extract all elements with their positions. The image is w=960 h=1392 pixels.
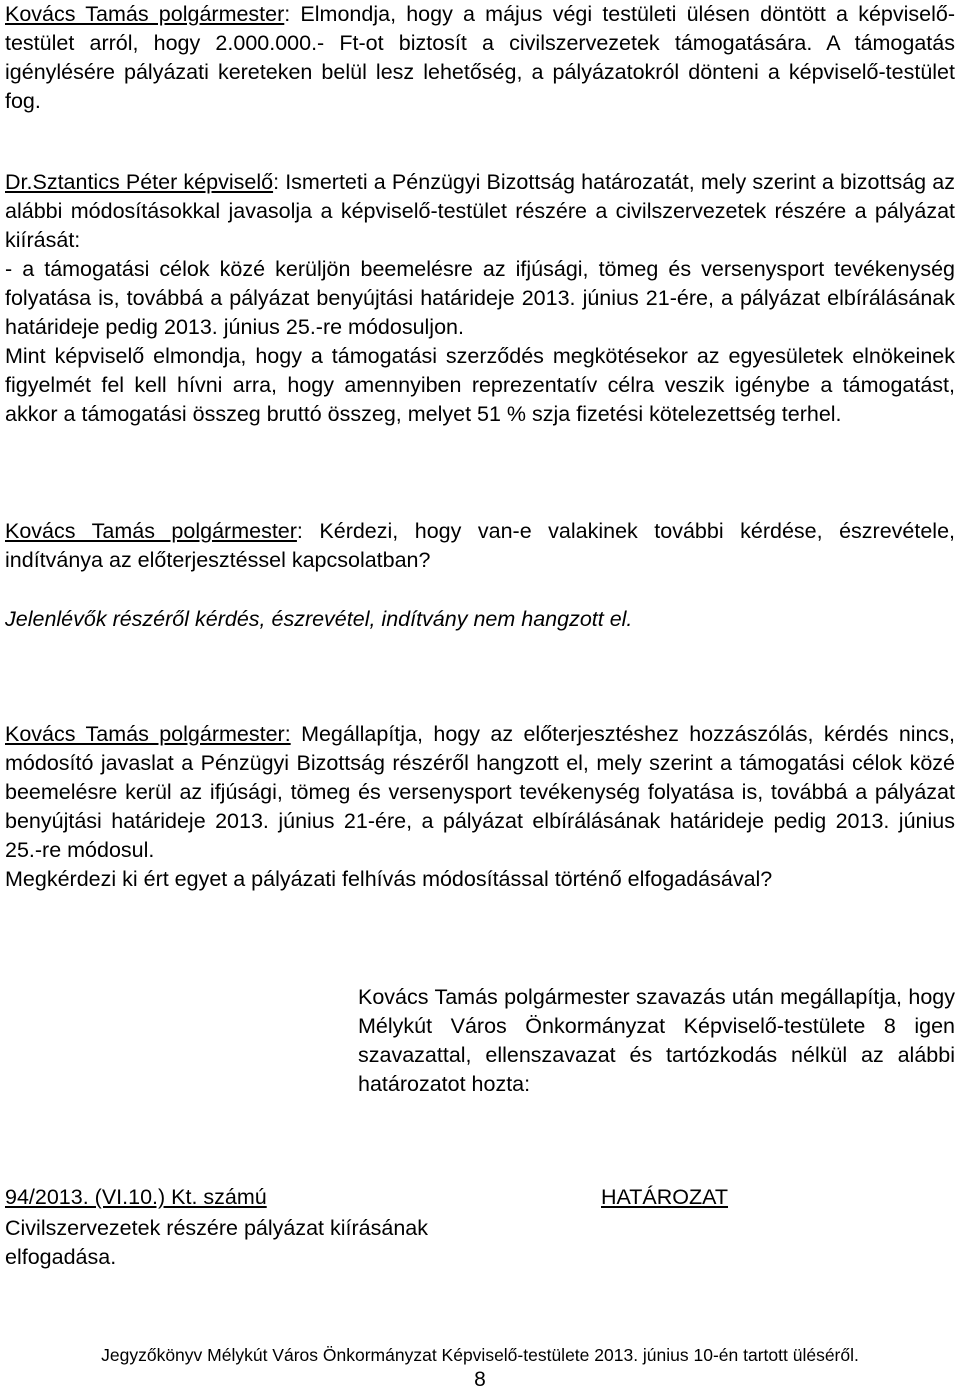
amendment-item: - a támogatási célok közé kerüljön beemelésre az ifjúsági, tömeg és versenysport tevékenység folyatása is, továbbá a pályázat benyújtási határideje 2013. június 21-ére, a pályázat elbírálásának határideje pedig 2013. június 25.-re módosuljon. xyxy=(5,257,955,339)
page-number: 8 xyxy=(474,1368,486,1391)
paragraph-text: Megkérdezi ki ért egyet a pályázati felhívás módosítással történő elfogadásával? xyxy=(5,867,773,891)
paragraph-text: Megállapítja, hogy az előterjesztéshez hozzászólás, kérdés nincs, módosító javaslat a Pénzügyi Bizottság részéről hangzott el, mely szerint a támogatási célok közé beemelésre kerül az ifjúsági, tömeg és versenysport tevékenység folyatása is, továbbá a pályázat benyújtási határideje 2013. június 21-ére, a pályázat elbírálásának határideje pedig 2013. június 25.-re módosul. xyxy=(5,722,955,862)
paragraph-text: : Kérdezi, hogy van-e valakinek további kérdése, észrevétele, indítványa az előterjesztéssel kapcsolatban? xyxy=(5,519,955,572)
speaker-name: Kovács Tamás polgármester xyxy=(5,2,285,26)
paragraph-mayor-summary xyxy=(5,720,955,894)
resolution-title: Civilszervezetek részére pályázat kiírásának elfogadása. xyxy=(5,1216,428,1269)
paragraph-text: Mint képviselő elmondja, hogy a támogatási szerződés megkötésekor az egyesületek elnökeinek figyelmét fel kell hívni arra, hogy amennyiben reprezentatív célra veszik igénybe a támogatást, akkor a támogatási összeg bruttó összeg, melyet 51 % szja fizetési kötelezettség terhel. xyxy=(5,344,955,426)
paragraph-no-comments: Jelenlévők részéről kérdés, észrevétel, indítvány nem hangzott el. xyxy=(5,607,633,631)
speaker-name: Kovács Tamás polgármester xyxy=(5,519,297,543)
resolution-heading: HATÁROZAT xyxy=(601,1185,729,1209)
paragraph-mayor-question xyxy=(5,517,955,575)
paragraph-text: : Ismerteti a Pénzügyi Bizottság határozatát, mely szerint a bizottság az alábbi módosításokkal javasolja a képviselő-testület részére a civilszervezetek részére a pályázat kiírását: xyxy=(5,170,955,252)
speaker-name: Kovács Tamás polgármester: xyxy=(5,722,291,746)
paragraph-representative xyxy=(5,168,955,429)
vote-result: Kovács Tamás polgármester szavazás után megállapítja, hogy Mélykút Város Önkormányzat Képviselő-testülete 8 igen szavazattal, ellenszavazat és tartózkodás nélkül az alábbi határozatot hozta: xyxy=(358,985,955,1096)
paragraph-mayor-intro xyxy=(5,0,955,116)
resolution-number: 94/2013. (VI.10.) Kt. számú xyxy=(5,1185,267,1209)
speaker-name: Dr.Sztantics Péter képviselő xyxy=(5,170,274,194)
paragraph-text: : Elmondja, hogy a május végi testületi ülésen döntött a képviselő-testület arról, hogy 2.000.000.- Ft-ot biztosít a civilszervezetek támogatására. A támogatás igénylésére pályázati kereteken belül lesz lehetőség, a pályázatokról dönteni a képviselő-testület fog. xyxy=(5,2,955,113)
page-footer: Jegyzőkönyv Mélykút Város Önkormányzat Képviselő-testülete 2013. június 10-én tartott üléséről. xyxy=(101,1345,859,1365)
